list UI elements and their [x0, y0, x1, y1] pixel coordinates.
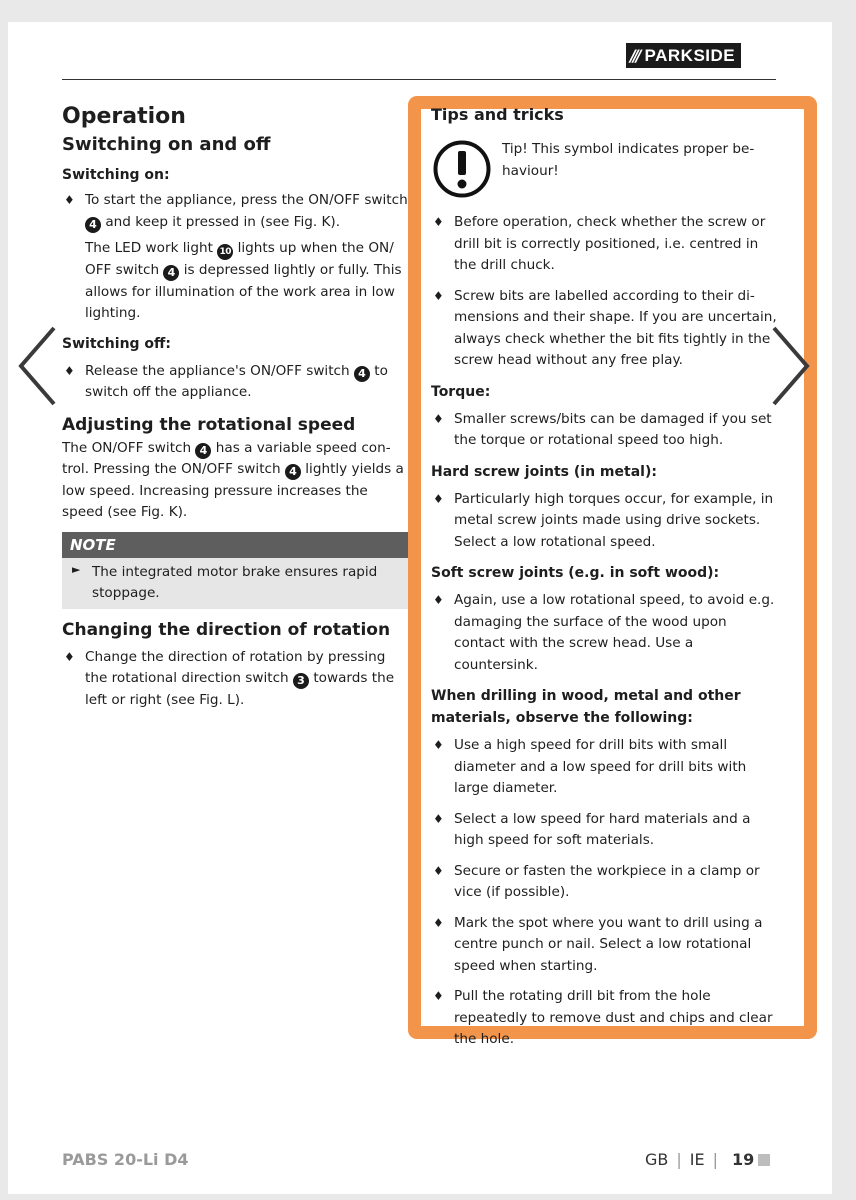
list-item: ♦ Select a low speed for hard materials and a high speed for soft materials.	[431, 809, 779, 852]
switching-heading: Switching on and off	[62, 134, 271, 155]
header-rule	[62, 79, 776, 80]
exclamation-circle-icon	[432, 139, 492, 199]
locale-ie: IE	[689, 1150, 705, 1169]
list-item: ♦ Release the appliance's ON/OFF switch 4 to switch off the appliance.	[62, 361, 408, 404]
speed-paragraph: The ON/OFF switch 4 has a variable speed con-trol. Pressing the ON/OFF switch 4 lightly yields a low speed. Increasing pressure increases the speed (see Fig. K).	[62, 439, 404, 520]
list-item: ♦ Again, use a low rotational speed, to avoid e.g. damaging the surface of the wood upon contact with the screw head. Use a countersink.	[431, 590, 779, 676]
note-body: ► The integrated motor brake ensures rapid stoppage.	[62, 558, 408, 609]
switching-off-label: Switching off:	[62, 335, 171, 352]
page-number: 19	[731, 1150, 755, 1169]
speed-heading: Adjusting the rotational speed	[62, 414, 356, 435]
page-footer: GB | IE | 19	[645, 1150, 770, 1169]
list-item: ♦ Particularly high torques occur, for example, in metal screw joints made using drive sockets. Select a low rotational speed.	[431, 489, 779, 554]
tips-list	[431, 212, 779, 1060]
chevron-left-icon[interactable]	[18, 325, 56, 407]
torque-heading: Torque:	[431, 383, 491, 400]
page-marker-icon	[758, 1154, 770, 1166]
note-header: NOTE	[62, 532, 408, 558]
direction-switch-number-icon: 3	[293, 673, 309, 689]
model-name: PABS 20-Li D4	[62, 1150, 189, 1169]
soft-joints-heading: Soft screw joints (e.g. in soft wood):	[431, 565, 720, 581]
list-item: ♦ To start the appliance, press the ON/OFF switch 4 and keep it pressed in (see Fig. K).	[62, 190, 408, 233]
list-item: ♦ Secure or fasten the workpiece in a clamp or vice (if possible).	[431, 861, 779, 904]
operation-heading: Operation	[62, 104, 186, 129]
direction-heading: Changing the direction of rotation	[62, 619, 391, 640]
drilling-heading: When drilling in wood, metal and other materials, observe the following:	[431, 688, 741, 726]
parkside-logo: /// PARKSIDE	[626, 43, 741, 68]
switch-number-icon: 4	[285, 464, 301, 480]
arrow-bullet-icon: ►	[72, 562, 81, 576]
list-item: ♦ Mark the spot where you want to drill using a centre punch or nail. Select a low rotational speed when starting.	[431, 913, 779, 978]
tip-text: Tip! This symbol indicates proper be-haviour!	[502, 141, 755, 179]
tips-heading-wrap	[431, 104, 777, 126]
locale-gb: GB	[645, 1150, 669, 1169]
chevron-right-icon[interactable]	[772, 325, 810, 407]
list-item: ♦ Use a high speed for drill bits with small diameter and a low speed for drill bits with large diameter.	[431, 735, 779, 800]
list-item: ♦ Screw bits are labelled according to their di-mensions and their shape. If you are uncertain, always check whether the bit fits tightly in the screw head without any free play.	[431, 286, 779, 372]
switch-number-icon: 4	[195, 443, 211, 459]
switch-number-icon: 4	[85, 217, 101, 233]
led-paragraph: The LED work light 10 lights up when the ON/ OFF switch 4 is depressed lightly or fully. This allows for illumination of the work area in low lighting.	[85, 240, 402, 321]
list-item: ♦ Pull the rotating drill bit from the hole repeatedly to remove dust and chips and clear the hole.	[431, 986, 779, 1051]
operation-column	[62, 102, 408, 711]
switching-on-label: Switching on:	[62, 167, 170, 183]
switch-number-icon: 4	[163, 265, 179, 281]
list-item: ♦ Smaller screws/bits can be damaged if you set the torque or rotational speed too high.	[431, 409, 779, 452]
list-item: ♦ Change the direction of rotation by pressing the rotational direction switch 3 towards the left or right (see Fig. L).	[62, 647, 408, 712]
switch-number-icon: 4	[354, 366, 370, 382]
list-item: ♦ Before operation, check whether the screw or drill bit is correctly positioned, i.e. centred in the drill chuck.	[431, 212, 779, 277]
tips-heading: Tips and tricks	[431, 105, 564, 124]
led-number-icon: 10	[217, 244, 233, 260]
hard-joints-heading: Hard screw joints (in metal):	[431, 463, 657, 480]
